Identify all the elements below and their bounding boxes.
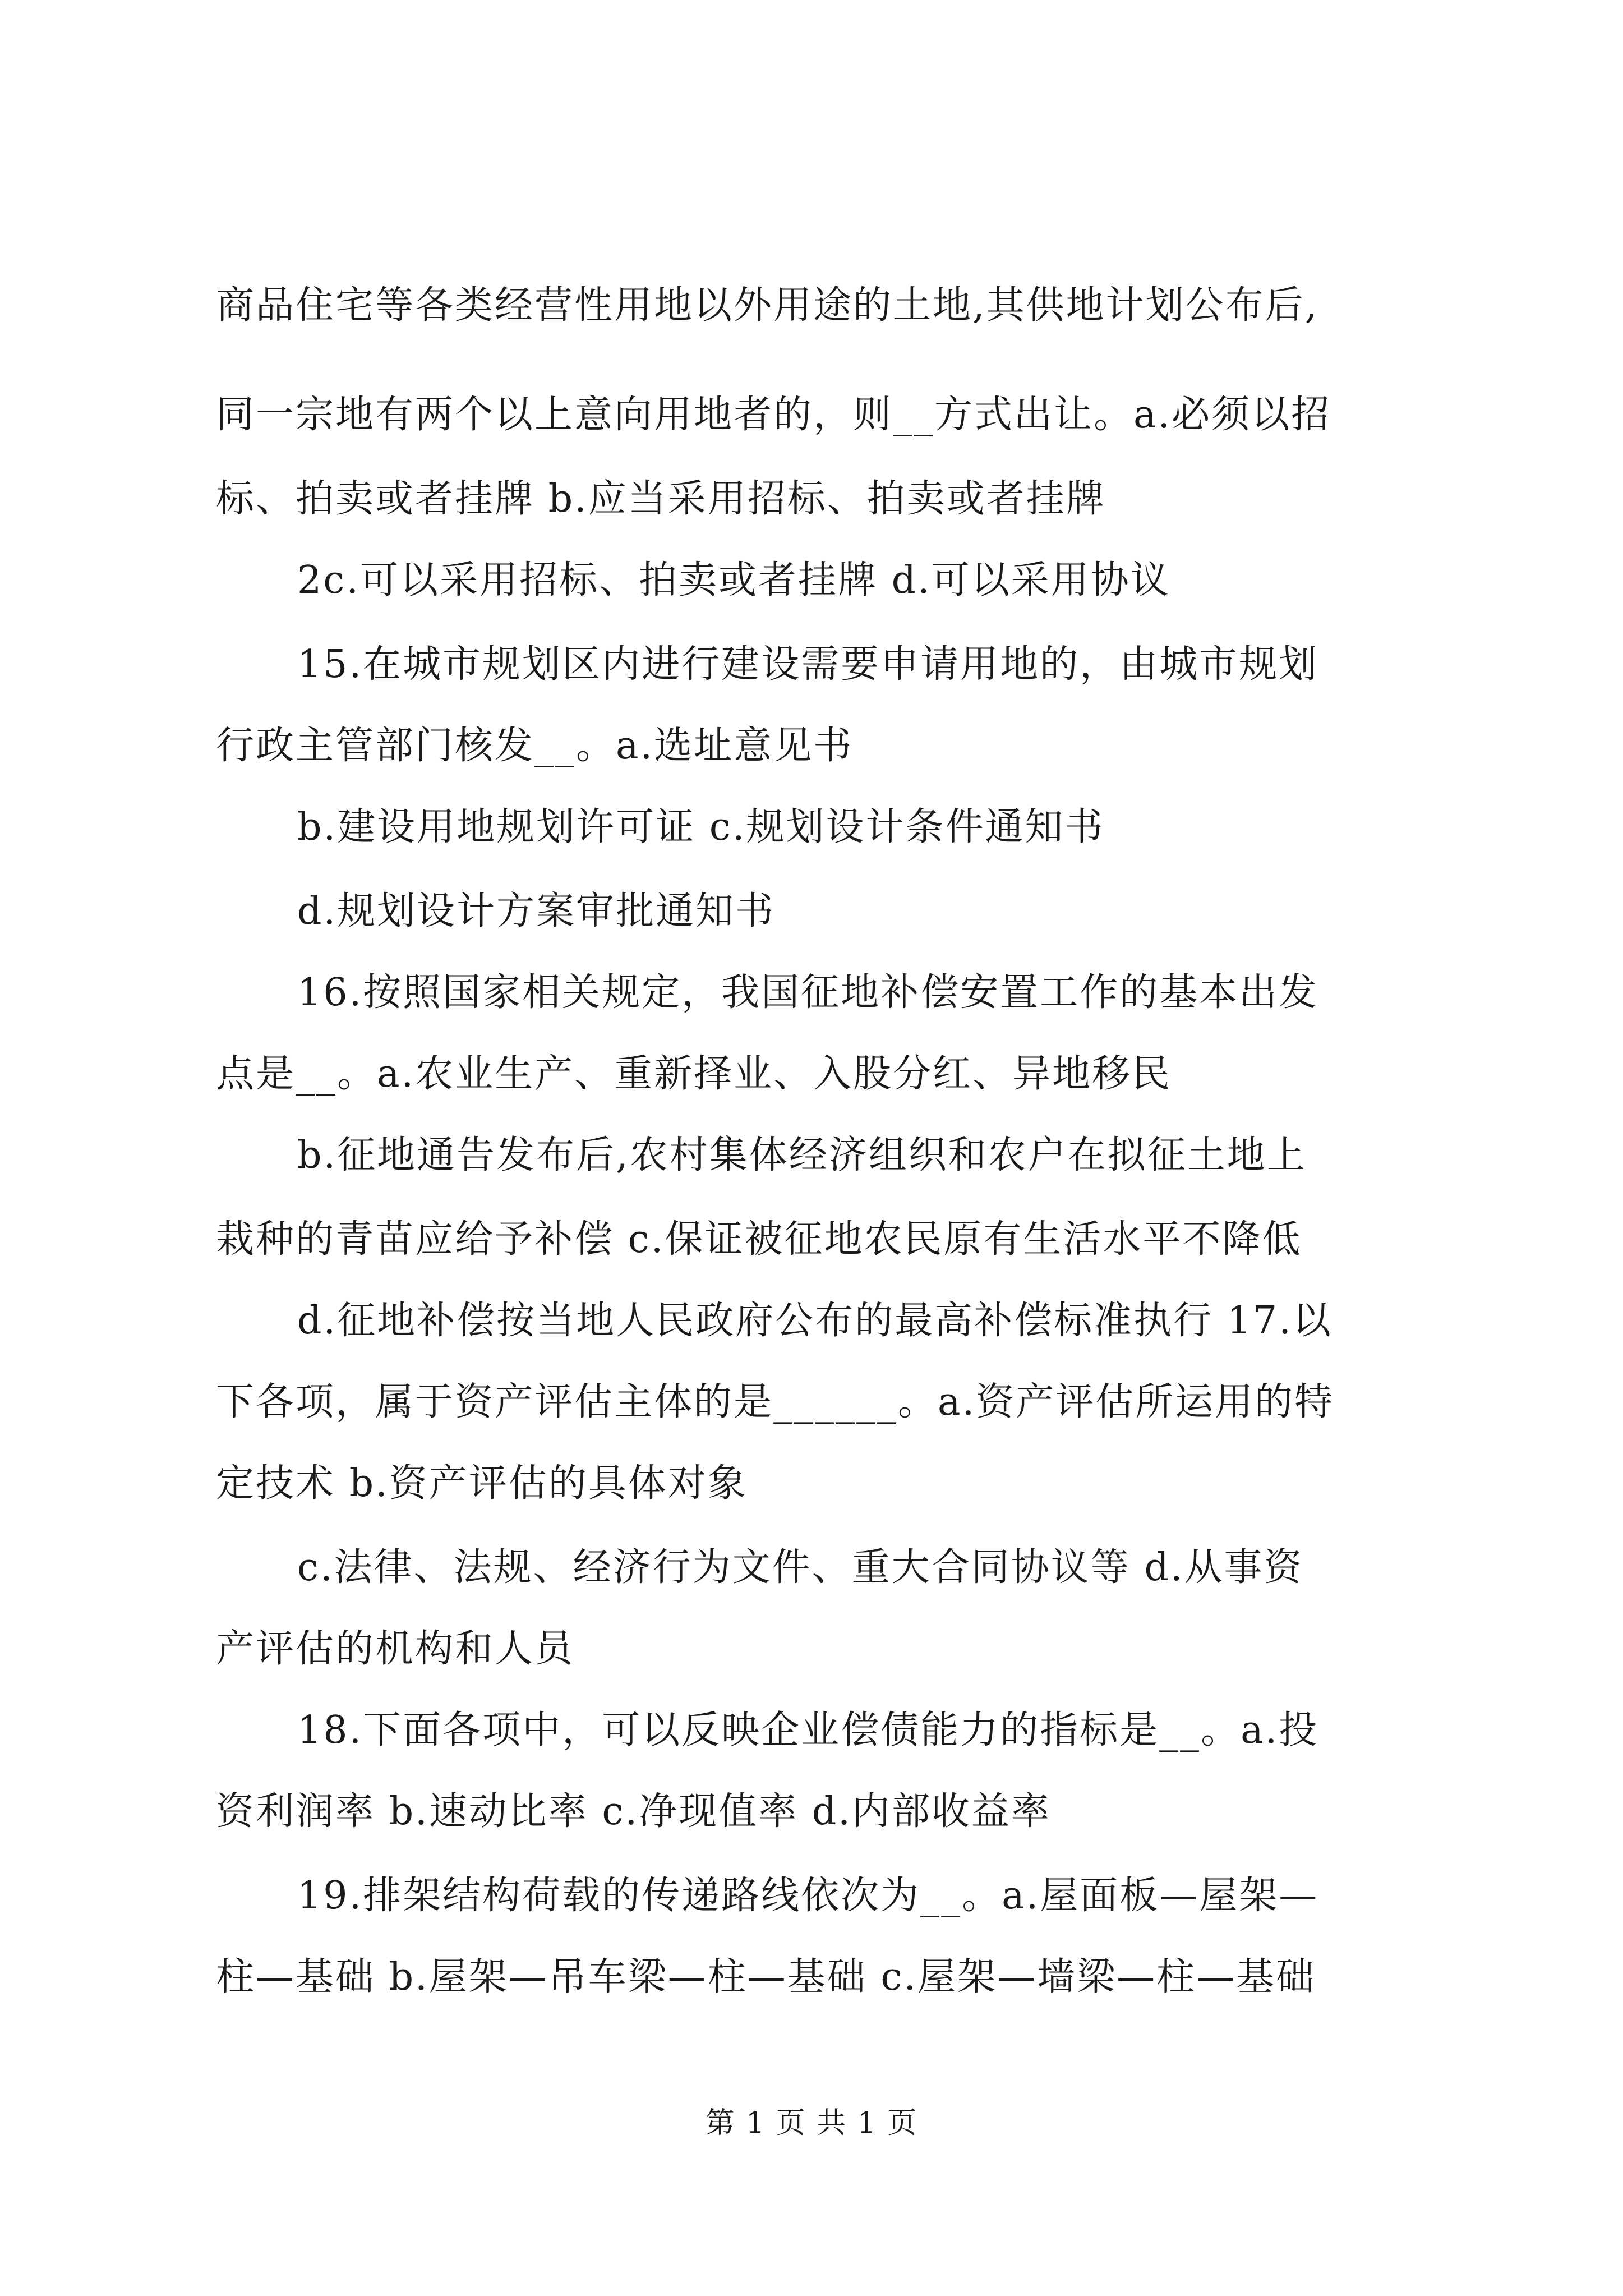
text-line: 商品住宅等各类经营性用地以外用途的土地,其供地计划公布后,: [216, 283, 1319, 328]
text-line: 19.排架结构荷载的传递路线依次为__。a.屋面板—屋架—: [297, 1874, 1319, 1918]
text-line: 定技术 b.资产评估的具体对象: [216, 1461, 748, 1506]
text-line: b.建设用地规划许可证 c.规划设计条件通知书: [297, 805, 1105, 849]
text-line: 2c.可以采用招标、拍卖或者挂牌 d.可以采用协议: [297, 558, 1170, 602]
page-number-footer: 第 1 页 共 1 页: [705, 2106, 918, 2140]
text-line: c.法律、法规、经济行为文件、重大合同协议等 d.从事资: [297, 1545, 1304, 1590]
text-line: 产评估的机构和人员: [216, 1627, 575, 1671]
text-line: 下各项，属于资产评估主体的是______。a.资产评估所运用的特: [216, 1380, 1335, 1424]
text-line: 行政主管部门核发__。a.选址意见书: [216, 724, 854, 768]
text-line: b.征地通告发布后,农村集体经济组织和农户在拟征土地上: [297, 1133, 1307, 1177]
text-line: 同一宗地有两个以上意向用地者的，则__方式出让。a.必须以招: [216, 393, 1331, 437]
text-line: 15.在城市规划区内进行建设需要申请用地的，由城市规划: [297, 642, 1319, 687]
text-line: 标、拍卖或者挂牌 b.应当采用招标、拍卖或者挂牌: [216, 477, 1106, 521]
text-line: 柱—基础 b.屋架—吊车梁—柱—基础 c.屋架—墙梁—柱—基础: [216, 1955, 1316, 1999]
text-line: 点是__。a.农业生产、重新择业、入股分红、异地移民: [216, 1052, 1172, 1096]
text-line: 18.下面各项中，可以反映企业偿债能力的指标是__。a.投: [297, 1708, 1319, 1752]
text-line: d.规划设计方案审批通知书: [297, 889, 776, 933]
text-line: 资利润率 b.速动比率 c.净现值率 d.内部收益率: [216, 1789, 1051, 1834]
text-line: 16.按照国家相关规定，我国征地补偿安置工作的基本出发: [297, 970, 1319, 1015]
text-line: d.征地补偿按当地人民政府公布的最高补偿标准执行 17.以: [297, 1299, 1332, 1343]
text-line: 栽种的青苗应给予补偿 c.保证被征地农民原有生活水平不降低: [216, 1217, 1302, 1262]
